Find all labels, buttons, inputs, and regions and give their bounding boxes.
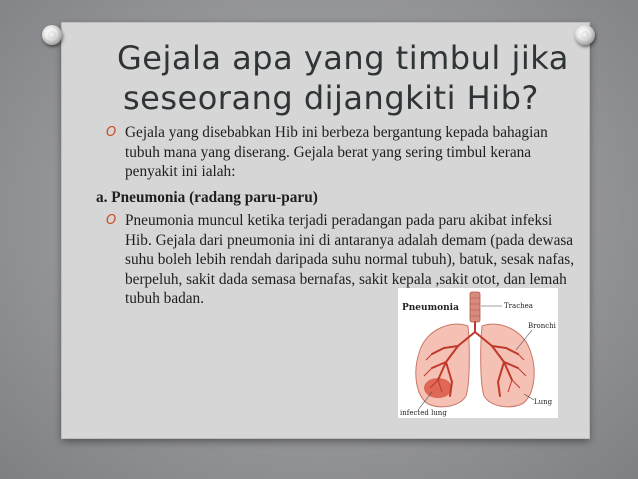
bullet-item — [100, 123, 580, 182]
label-lung: Lung — [534, 398, 553, 406]
diagram-title: Pneumonia — [402, 303, 459, 313]
lung-diagram — [398, 288, 558, 418]
label-trachea: Trachea — [504, 302, 533, 310]
right-lung-shape — [481, 324, 534, 407]
bullet-marker-icon: O — [106, 213, 117, 228]
section-subheading: a. Pneumonia (radang paru-paru) — [96, 188, 318, 206]
pushpin-right-icon — [575, 25, 595, 45]
bullet-text: Pneumonia muncul ketika terjadi peradangan pada paru akibat infeksi Hib. Gejala dari pneumonia ini di antaranya adalah demam (pada dewasa suhu boleh lebih rendah daripada suhu normal tubuh), batuk, sesak nafas, berpeluh, sakit dada semasa bernafas, sakit kepala ,sakit otot, dan lemah tubuh badan. — [125, 212, 575, 307]
title-line-1: Gejala apa yang timbul jika — [117, 39, 569, 77]
title-line-2: seseorang dijangkiti Hib? — [123, 79, 539, 117]
lung-illustration — [398, 288, 558, 418]
pushpin-left-icon — [42, 25, 62, 45]
bullet-text: Gejala yang disebabkan Hib ini berbeza bergantung kepada bahagian tubuh mana yang diserang. Gejala berat yang sering timbul kerana penyakit ini ialah: — [125, 124, 548, 180]
trachea-shape — [470, 292, 480, 322]
slide-body — [96, 123, 580, 315]
bullet-marker-icon: O — [106, 125, 117, 140]
slide-title — [117, 38, 577, 118]
label-infected-lung: infected lung — [400, 409, 447, 417]
label-bronchi: Bronchi — [528, 322, 556, 330]
